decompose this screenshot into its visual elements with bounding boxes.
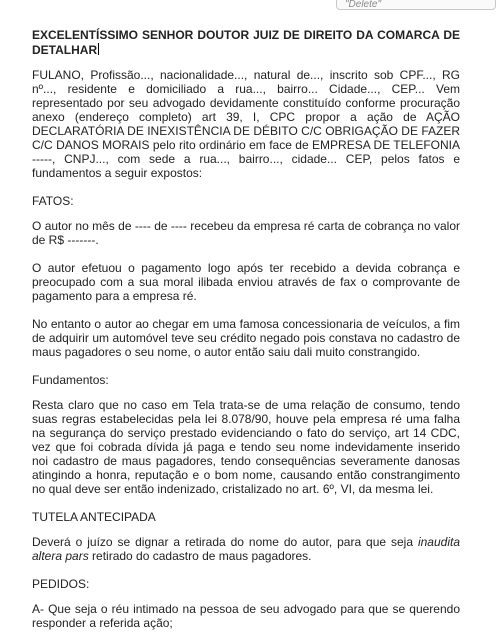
hint-tooltip-line2: "Delete" <box>345 0 382 10</box>
grounds-paragraph: Resta claro que no caso em Tela trata-se de uma relação de consumo, tendo suas regras estabelecidas pela lei 8.078/90, houve pela empresa ré uma falha na segurança do serviço prestado evidenciando o fato do serviço, art 14 CDC, vez que foi cobrada dívida já paga e tendo seu nome indevidamente inserido noi cadastro de maus pagadores, tendo consequências severamente danosas atingindo a honra, reputação e o bom nome, causando então constrangimento no qual deve ser então indenizado, cristalizado no art. 6º, VI, da mesma lei. <box>32 398 460 496</box>
document-body[interactable] <box>32 28 460 644</box>
intro-paragraph: FULANO, Profissão..., nacionalidade..., natural de..., inscrito sob CPF..., RG nº..., residente e domiciliado a rua..., bairro... Cidade..., CEP... Vem representado por seu advogado devidamente constituído conforme procuração anexo (endereço completo) art 39, I, CPC propor a ação de AÇÃO DECLARATÓRIA DE INEXISTÊNCIA DE DÉBITO C/C OBRIGAÇÃO DE FAZER C/C DANOS MORAIS pelo rito ordinário em face de EMPRESA DE TELEFONIA -----, CNPJ..., com sede a rua..., bairro..., cidade... CEP, pelos fatos e fundamentos a seguir expostos: <box>32 68 460 180</box>
injunction-title: TUTELA ANTECIPADA <box>32 510 156 524</box>
grounds-title: Fundamentos: <box>32 373 109 387</box>
fact-paragraph-3: No entanto o autor ao chegar em uma famosa concessionaria de veículos, a fim de adquirir um automóvel teve seu crédito negado pois constava no cadastro de maus pagadores o seu nome, o autor então saiu dali muito constrangido. <box>32 317 460 359</box>
injunction-text-after: retirado do cadastro de maus pagadores. <box>88 549 312 563</box>
hint-tooltip <box>336 0 496 10</box>
document-heading[interactable] <box>32 28 460 58</box>
fact-paragraph-1: O autor no mês de ---- de ---- recebeu da empresa ré carta de cobrança no valor de R$ -------. <box>32 219 460 247</box>
requests-title: PEDIDOS: <box>32 577 90 591</box>
text-cursor <box>98 43 99 55</box>
facts-title: FATOS: <box>32 194 74 208</box>
request-item-a: A- Que seja o réu intimado na pessoa de seu advogado para que se querendo responder a referida ação; <box>32 602 460 630</box>
document-heading-text: EXCELENTÍSSIMO SENHOR DOUTOR JUIZ DE DIREITO DA COMARCA DE DETALHAR <box>32 28 460 57</box>
injunction-paragraph <box>32 535 460 563</box>
injunction-text-before: Deverá o juízo se dignar a retirada do nome do autor, para que seja <box>32 535 418 549</box>
fact-paragraph-2: O autor efetuou o pagamento logo após ter recebido a devida cobrança e preocupado com a sua moral ilibada enviou através de fax o comprovante de pagamento para a empresa ré. <box>32 261 460 303</box>
injunction-latin-term: inaudita altera pars <box>32 535 460 563</box>
